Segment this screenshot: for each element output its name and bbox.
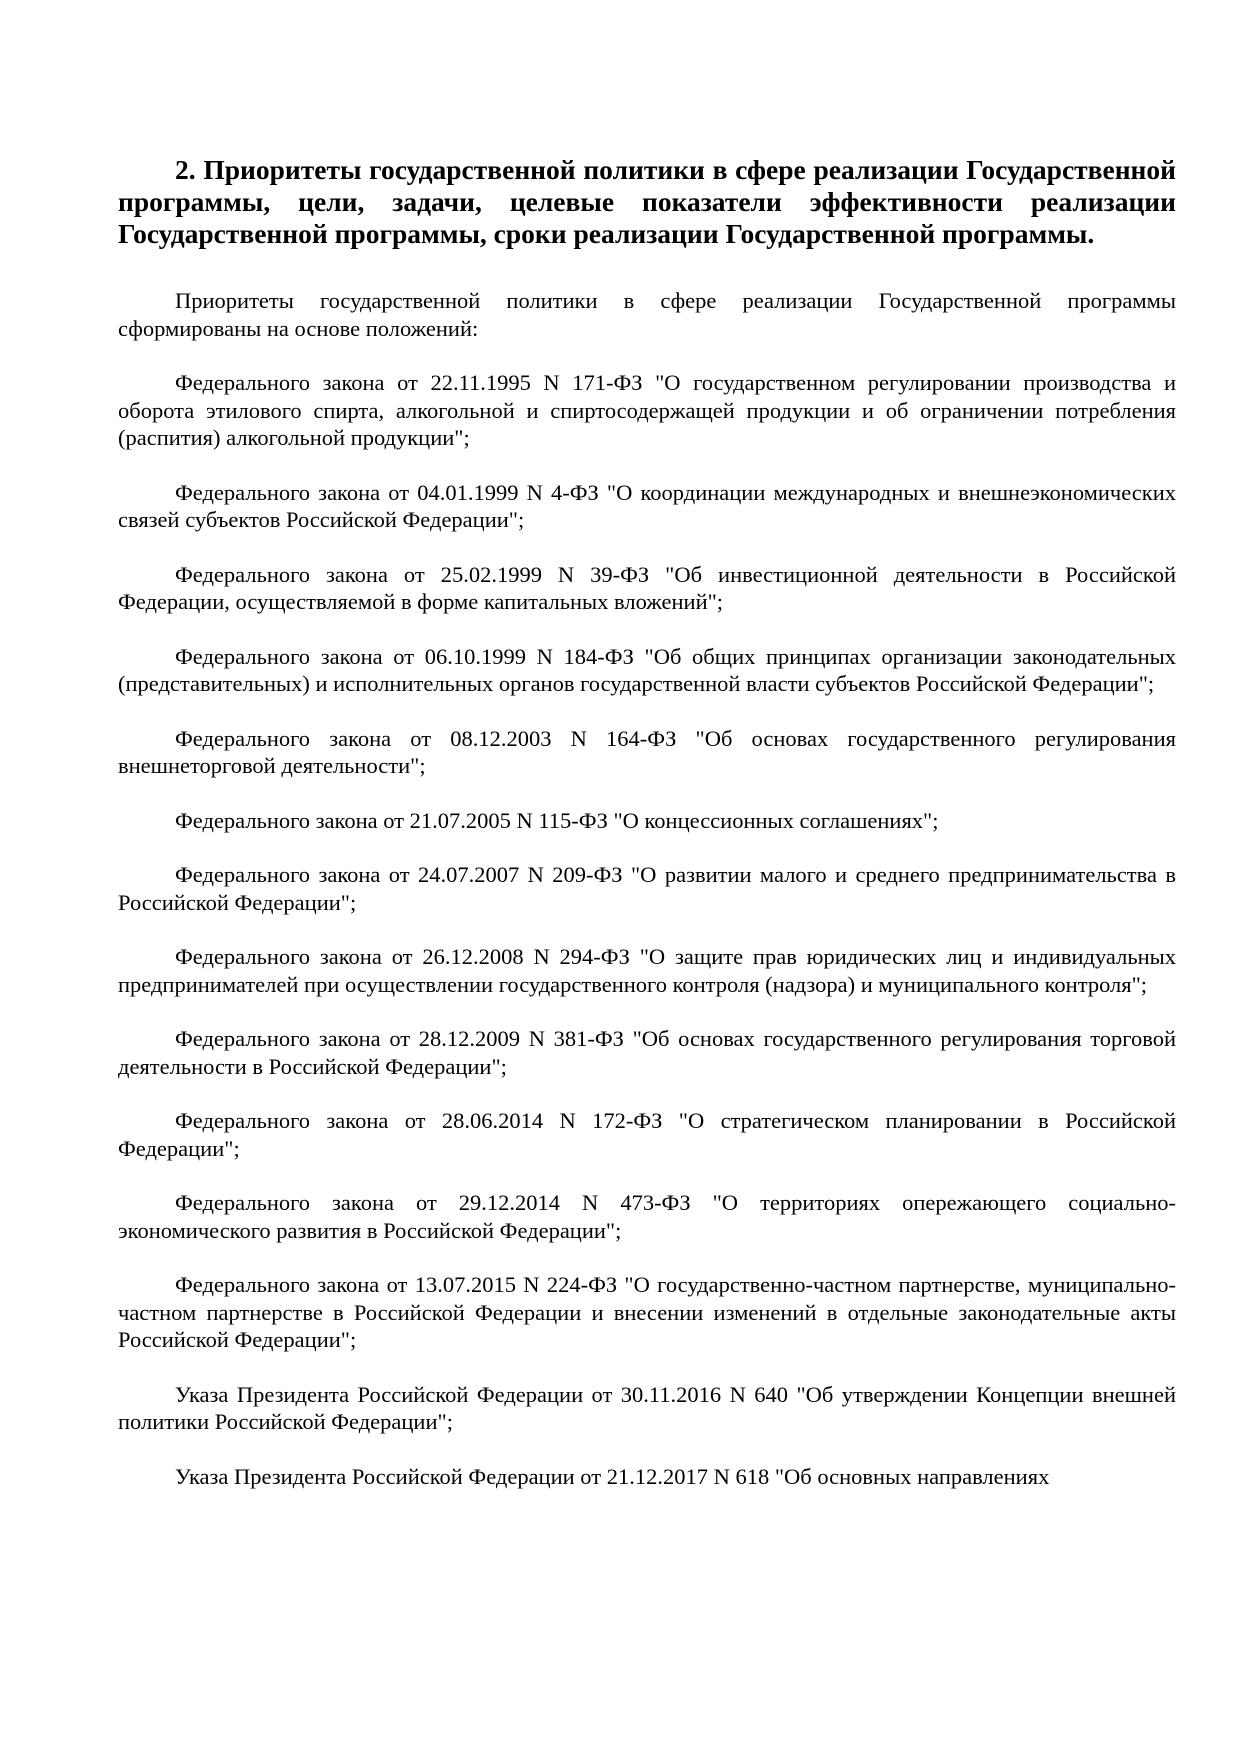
law-paragraph: Федерального закона от 25.02.1999 N 39-ФЗ "Об инвестиционной деятельности в Российской Федерации, осуществляемой в форме капитальных вложений"; [118, 561, 1176, 614]
law-paragraph: Федерального закона от 28.12.2009 N 381-ФЗ "Об основах государственного регулирования торговой деятельности в Российской Федерации"; [118, 1026, 1176, 1079]
law-paragraph: Федерального закона от 26.12.2008 N 294-ФЗ "О защите прав юридических лиц и индивидуальных предпринимателей при осуществлении государственного контроля (надзора) и муниципального контроля"; [118, 944, 1176, 997]
law-paragraph: Федерального закона от 24.07.2007 N 209-ФЗ "О развитии малого и среднего предпринимательства в Российской Федерации"; [118, 862, 1176, 915]
law-paragraph: Федерального закона от 28.06.2014 N 172-ФЗ "О стратегическом планировании в Российской Федерации"; [118, 1108, 1176, 1161]
law-paragraph: Федерального закона от 29.12.2014 N 473-ФЗ "О территориях опережающего социально-экономического развития в Российской Федерации"; [118, 1190, 1176, 1243]
law-paragraph: Федерального закона от 04.01.1999 N 4-ФЗ "О координации международных и внешнеэкономических связей субъектов Российской Федерации"; [118, 479, 1176, 532]
law-paragraph: Федерального закона от 21.07.2005 N 115-ФЗ "О концессионных соглашениях"; [175, 807, 939, 833]
document-page [118, 154, 1176, 1517]
law-paragraph: Федерального закона от 08.12.2003 N 164-ФЗ "Об основах государственного регулирования внешнеторговой деятельности"; [118, 725, 1176, 778]
section-heading: 2. Приоритеты государственной политики в сфере реализации Государственной программы, цели, задачи, целевые показатели эффективности реализации Государственной программы, сроки реализации Государственной программы. [118, 154, 1176, 249]
law-paragraph: Федерального закона от 06.10.1999 N 184-ФЗ "Об общих принципах организации законодательных (представительных) и исполнительных органов государственной власти субъектов Российской Федерации"; [118, 643, 1176, 696]
law-paragraph: Федерального закона от 22.11.1995 N 171-ФЗ "О государственном регулировании производства и оборота этилового спирта, алкогольной и спиртосодержащей продукции и об ограничении потребления (распития) алкогольной продукции"; [118, 370, 1176, 450]
law-paragraph: Федерального закона от 13.07.2015 N 224-ФЗ "О государственно-частном партнерстве, муниципально-частном партнерстве в Российской Федерации и внесении изменений в отдельные законодательные акты Российской Федерации"; [118, 1272, 1176, 1352]
decree-paragraph: Указа Президента Российской Федерации от 21.12.2017 N 618 "Об основных направлениях [175, 1463, 1050, 1489]
decree-paragraph: Указа Президента Российской Федерации от 30.11.2016 N 640 "Об утверждении Концепции внешней политики Российской Федерации"; [118, 1381, 1176, 1434]
intro-paragraph: Приоритеты государственной политики в сфере реализации Государственной программы сформированы на основе положений: [118, 288, 1176, 341]
